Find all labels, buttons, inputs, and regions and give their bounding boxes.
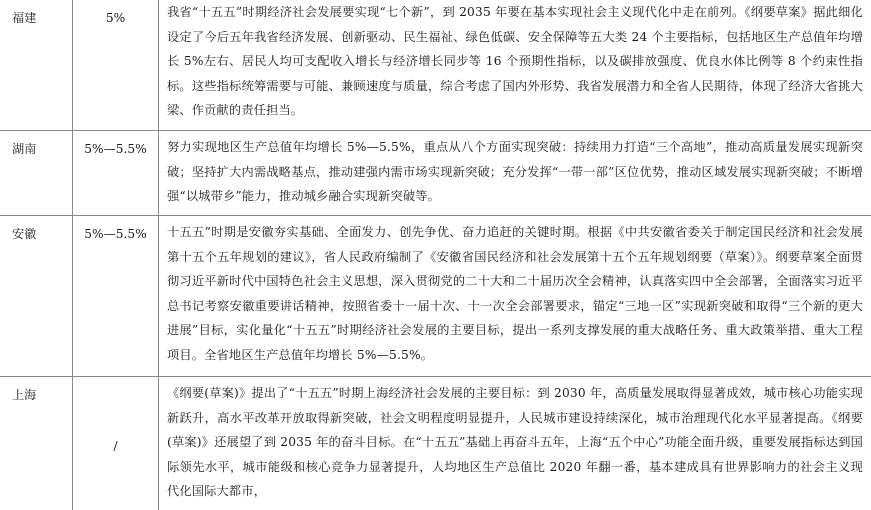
table-row bbox=[0, 377, 871, 510]
region-cell: 安徽 bbox=[0, 216, 73, 377]
region-cell: 上海 bbox=[0, 377, 73, 510]
description-cell: 努力实现地区生产总值年均增长 5%—5.5%，重点从八个方面实现突破：持续用力打造“三个高地”，推动高质量发展实现新突破；坚持扩大内需战略基点，推动建强内需市场实现新突破；充分发挥“一带一部”区位优势，推动区域发展实现新突破；不断增强“以城带乡”能力，推动城乡融合实现新突破等。 bbox=[159, 131, 871, 216]
growth-target-cell: / bbox=[73, 377, 159, 510]
growth-target-cell: 5%—5.5% bbox=[73, 131, 159, 216]
growth-target-cell: 5% bbox=[73, 0, 159, 131]
table-row bbox=[0, 216, 871, 377]
table-row bbox=[0, 0, 871, 131]
description-cell: 十五五”时期是安徽夯实基础、全面发力、创先争优、奋力追赶的关键时期。根据《中共安徽省委关于制定国民经济和社会发展第十五个五年规划的建议》，省人民政府编制了《安徽省国民经济和社会发展第十五个五年规划纲要（草案）》。纲要草案全面贯彻习近平新时代中国特色社会主义思想，深入贯彻党的二十大和二十届历次全会精神，认真落实四中全会部署，全面落实习近平总书记考察安徽重要讲话精神，按照省委十一届十次、十一次全会部署要求，锚定“三地一区”实现新突破和取得“三个新的更大进展”目标，实化量化“十五五”时期经济社会发展的主要目标，提出一系列支撑发展的重大战略任务、重大政策举措、重大工程项目。全省地区生产总值年均增长 5%—5.5%。 bbox=[159, 216, 871, 377]
table-row bbox=[0, 131, 871, 216]
region-cell: 湖南 bbox=[0, 131, 73, 216]
description-cell: 我省“十五五”时期经济社会发展要实现“七个新”，到 2035 年要在基本实现社会主义现代化中走在前列。《纲要草案》据此细化设定了今后五年我省经济发展、创新驱动、民生福祉、绿色低碳、安全保障等五大类 24 个主要指标，包括地区生产总值年均增长 5%左右、居民人均可支配收入增长与经济增长同步等 16 个预期性指标，以及碳排放强度、优良水体比例等 8 个约束性指标。这些指标统筹需要与可能、兼顾速度与质量，综合考虑了国内外形势、我省发展潜力和全省人民期待，体现了经济大省挑大梁、作贡献的责任担当。 bbox=[159, 0, 871, 131]
description-cell: 《纲要(草案)》提出了“十五五”时期上海经济社会发展的主要目标：到 2030 年，高质量发展取得显著成效，城市核心功能实现新跃升，高水平改革开放取得新突破，社会文明程度明显提升，人民城市建设持续深化，城市治理现代化水平显著提高。《纲要(草案)》还展望了到 2035 年的奋斗目标。在“十五五”基础上再奋斗五年，上海“五个中心”功能全面升级，重要发展指标达到国际领先水平，城市能级和核心竞争力显著提升，人均地区生产总值比 2020 年翻一番，基本建成具有世界影响力的社会主义现代化国际大都市， bbox=[159, 377, 871, 510]
region-cell: 福建 bbox=[0, 0, 73, 131]
growth-target-cell: 5%—5.5% bbox=[73, 216, 159, 377]
